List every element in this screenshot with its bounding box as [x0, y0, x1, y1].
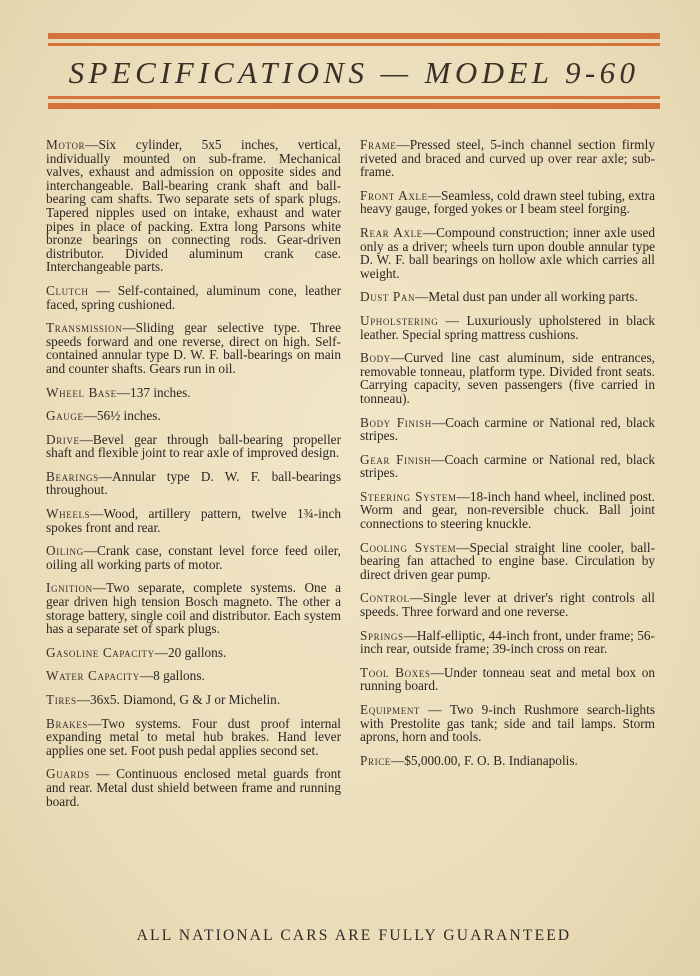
right-spec-column [360, 138, 655, 777]
spec-entry [46, 433, 341, 460]
spec-text: —137 inches. [116, 384, 191, 400]
spec-heading: Cooling System [360, 539, 457, 555]
spec-heading: Gear Finish [360, 451, 432, 467]
spec-text: — Two 9-inch Rushmore search-lights with Prestolite gas tank; side and tail lamps. Storm aprons, horn and tools. [360, 702, 655, 745]
guarantee-footer: ALL NATIONAL CARS ARE FULLY GUARANTEED [136, 927, 572, 944]
spec-entry [46, 581, 341, 635]
spec-heading: Steering System [360, 488, 457, 504]
spec-heading: Price [360, 752, 391, 768]
spec-entry [46, 717, 341, 758]
spec-entry [46, 470, 341, 497]
spec-entry [360, 189, 655, 216]
spec-entry [360, 591, 655, 618]
spec-text: —Annular type D. W. F. ball-bearings throughout. [46, 468, 341, 498]
spec-entry [360, 138, 655, 179]
spec-heading: Body [360, 350, 391, 366]
spec-text: —Single lever at driver's right controls all speeds. Three forward and one reverse. [360, 590, 655, 620]
spec-entry [46, 669, 341, 683]
spec-heading: Rear Axle [360, 224, 423, 240]
spec-text: — Luxuriously upholstered in black leather. Special spring mattress cushions. [360, 312, 655, 342]
spec-entry [360, 453, 655, 480]
spec-text: —Two systems. Four dust proof internal expanding metal to metal hub brakes. Hand lever applies one set. Foot push pedal applies second set. [46, 715, 341, 758]
spec-heading: Wheels [46, 506, 91, 522]
spec-entry [360, 703, 655, 744]
spec-entry [360, 226, 655, 280]
spec-text: —Crank case, constant level force feed oiler, oiling all working parts of motor. [46, 543, 341, 572]
spec-entry [46, 646, 341, 660]
spec-text: —20 gallons. [154, 644, 227, 660]
spec-heading: Gauge [46, 408, 84, 424]
top-rule-thick [48, 33, 660, 39]
spec-heading: Ignition [46, 580, 93, 596]
spec-text: —Pressed steel, 5-inch channel section firmly riveted and braced and curved up over rear axle; sub-frame. [360, 137, 655, 180]
spec-entry [360, 416, 655, 443]
spec-text: — Continuous enclosed metal guards front and rear. Metal dust shield between frame and running board. [46, 766, 341, 809]
spec-heading: Frame [360, 137, 397, 152]
spec-heading: Water Capacity [46, 668, 140, 684]
spec-heading: Guards [46, 766, 90, 782]
spec-text: —Compound construction; inner axle used only as a driver; wheels turn upon double annular type D. W. F. ball bearings on hollow axle which carries all weight. [360, 224, 655, 281]
spec-heading: Clutch [46, 282, 89, 298]
spec-heading: Front Axle [360, 187, 428, 203]
spec-heading: Motor [46, 137, 86, 152]
spec-entry [46, 284, 341, 311]
spec-heading: Gasoline Capacity [46, 644, 155, 660]
spec-heading: Brakes [46, 715, 88, 731]
spec-heading: Equipment [360, 702, 421, 717]
spec-text: —Bevel gear through ball-bearing propeller shaft and flexible joint to rear axle of improved design. [46, 431, 341, 461]
spec-heading: Tool Boxes [360, 664, 431, 680]
spec-entry [360, 629, 655, 656]
spec-heading: Dust Pan [360, 289, 416, 305]
spec-entry [360, 351, 655, 405]
spec-text: —36x5. Diamond, G & J or Michelin. [76, 692, 281, 707]
spec-text: —$5,000.00, F. O. B. Indianapolis. [390, 752, 578, 768]
spec-text: —Metal dust pan under all working parts. [415, 289, 638, 305]
spec-text: —Coach carmine or National red, black stripes. [360, 414, 655, 444]
spec-text: —18-inch hand wheel, inclined post. Worm and gear, non-reversible chuck. Ball joint connections to steering knuckle. [360, 488, 655, 532]
page-title: SPECIFICATIONS — MODEL 9-60 [68, 55, 640, 90]
spec-heading: Control [360, 590, 410, 606]
spec-heading: Transmission [46, 320, 123, 336]
spec-heading: Bearings [46, 468, 99, 484]
spec-entry [46, 138, 341, 274]
spec-entry [360, 541, 655, 582]
spec-text: — Self-contained, aluminum cone, leather faced, spring cushioned. [46, 282, 341, 312]
spec-heading: Body Finish [360, 414, 432, 430]
spec-text: —Coach carmine or National red, black stripes. [360, 451, 655, 481]
spec-entry [360, 290, 655, 304]
spec-text: —Seamless, cold drawn steel tubing, extra heavy gauge, forged yokes or I beam steel forging. [360, 187, 655, 217]
spec-entry [360, 490, 655, 531]
title-rule-thick [48, 103, 660, 109]
spec-entry [46, 386, 341, 400]
spec-entry [46, 321, 341, 375]
left-spec-column [46, 138, 341, 818]
spec-text: —Half-elliptic, 44-inch front, under frame; 56-inch rear, outside frame; 39-inch cross on rear. [360, 627, 655, 657]
spec-entry [360, 754, 655, 768]
spec-entry [46, 544, 341, 571]
spec-heading: Oiling [46, 543, 84, 559]
spec-entry [46, 767, 341, 808]
spec-text: —Two separate, complete systems. One a gear driven high tension Bosch magneto. The other a storage battery, single coil and distributor. Each system has a separate set of spark plugs. [46, 580, 341, 637]
spec-heading: Upholstering [360, 312, 439, 328]
spec-text: —Curved line cast aluminum, side entrances, removable tonneau, platform type. Divided front seats. Carrying capacity, seven passengers (five carried in tonneau). [360, 350, 655, 406]
spec-text: —Six cylinder, 5x5 inches, vertical, individually mounted on sub-frame. Mechanical valves, exhaust and admission on opposite sides and interchangeable. Ball-bearing crank shaft and ball-bearing cam shafts. Two separate sets of spark plugs. Tapered nipples used on intake, exhaust and water pipes in place of packing. Extra long Parsons white bronze bearings on connecting rods. Gear-driven distributor. Divided aluminum crank case. Interchangeable parts. [46, 137, 341, 275]
spec-entry [46, 409, 341, 423]
spec-text: —56½ inches. [83, 408, 161, 424]
spec-heading: Drive [46, 431, 80, 447]
spec-heading: Wheel Base [46, 384, 117, 400]
top-rule-thin [48, 43, 660, 46]
spec-entry [46, 507, 341, 534]
spec-text: —8 gallons. [139, 668, 205, 684]
spec-text: —Special straight line cooler, ball-bearing fan attached to engine base. Circulation by direct driven gear pump. [360, 539, 656, 582]
spec-text: —Sliding gear selective type. Three speeds forward and one reverse, direct on high. Self-contained annular type D. W. F. ball-bearings on main and counter shafts. Gears run in oil. [46, 320, 341, 376]
spec-text: —Wood, artillery pattern, twelve 1¾-inch spokes front and rear. [46, 506, 341, 535]
title-rule-thin [48, 96, 660, 99]
spec-heading: Springs [360, 627, 404, 643]
spec-heading: Tires [46, 692, 77, 707]
spec-entry [360, 314, 655, 341]
spec-entry [46, 693, 341, 707]
spec-entry [360, 666, 655, 693]
spec-text: —Under tonneau seat and metal box on running board. [360, 664, 655, 694]
